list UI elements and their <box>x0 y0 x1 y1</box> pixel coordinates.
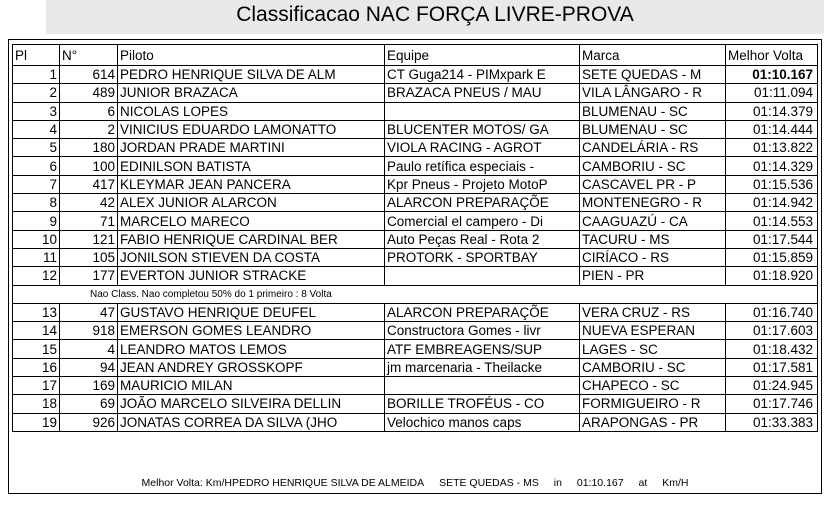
pilot-cell: MAURICIO MILAN <box>118 377 385 395</box>
header-row <box>13 45 818 66</box>
best-lap-cell: 01:14.379 <box>726 102 818 120</box>
number-cell: 417 <box>60 175 118 193</box>
brand-cell: BLUMENAU - SC <box>580 102 726 120</box>
not-classified-note-row <box>13 285 818 303</box>
header-brand: Marca <box>580 45 726 66</box>
pilot-cell: PEDRO HENRIQUE SILVA DE ALM <box>118 66 385 84</box>
team-cell: VIOLA RACING - AGROT <box>385 139 580 157</box>
team-cell: ATF EMBREAGENS/SUP <box>385 340 580 358</box>
best-lap-cell: 01:10.167 <box>726 66 818 84</box>
position-cell: 7 <box>13 175 60 193</box>
team-cell: CT Guga214 - PIMxpark E <box>385 66 580 84</box>
brand-cell: SETE QUEDAS - M <box>580 66 726 84</box>
position-cell: 19 <box>13 413 60 431</box>
position-cell: 8 <box>13 194 60 212</box>
pilot-cell: NICOLAS LOPES <box>118 102 385 120</box>
number-cell: 47 <box>60 303 118 321</box>
team-cell <box>385 267 580 285</box>
table-row <box>13 84 818 102</box>
best-lap-cell: 01:17.544 <box>726 230 818 248</box>
position-cell: 5 <box>13 139 60 157</box>
classified-rows <box>13 66 818 286</box>
brand-cell: CANDELÁRIA - RS <box>580 139 726 157</box>
position-cell: 16 <box>13 358 60 376</box>
pilot-cell: JOÃO MARCELO SILVEIRA DELLIN <box>118 395 385 413</box>
number-cell: 121 <box>60 230 118 248</box>
best-lap-cell: 01:17.746 <box>726 395 818 413</box>
brand-cell: CHAPECO - SC <box>580 377 726 395</box>
brand-cell: ARAPONGAS - PR <box>580 413 726 431</box>
table-row <box>13 157 818 175</box>
best-lap-footer <box>0 477 830 489</box>
best-lap-cell: 01:13.822 <box>726 139 818 157</box>
team-cell: BORILLE TROFÉUS - CO <box>385 395 580 413</box>
number-cell: 180 <box>60 139 118 157</box>
best-lap-cell: 01:33.383 <box>726 413 818 431</box>
table-row <box>13 395 818 413</box>
pilot-cell: VINICIUS EDUARDO LAMONATTO <box>118 120 385 138</box>
team-cell: ALARCON PREPARAÇÕE <box>385 303 580 321</box>
number-cell: 918 <box>60 322 118 340</box>
position-cell: 13 <box>13 303 60 321</box>
table-row <box>13 139 818 157</box>
pilot-cell: GUSTAVO HENRIQUE DEUFEL <box>118 303 385 321</box>
team-cell: ALARCON PREPARAÇÕE <box>385 194 580 212</box>
pilot-cell: FABIO HENRIQUE CARDINAL BER <box>118 230 385 248</box>
team-cell: Constructora Gomes - livr <box>385 322 580 340</box>
pilot-cell: JONATAS CORREA DA SILVA (JHO <box>118 413 385 431</box>
position-cell: 9 <box>13 212 60 230</box>
team-cell: Kpr Pneus - Projeto MotoP <box>385 175 580 193</box>
footer-speed: Km/H <box>662 477 689 489</box>
pilot-cell: KLEYMAR JEAN PANCERA <box>118 175 385 193</box>
number-cell: 100 <box>60 157 118 175</box>
position-cell: 6 <box>13 157 60 175</box>
position-cell: 1 <box>13 66 60 84</box>
position-cell: 11 <box>13 248 60 266</box>
position-cell: 18 <box>13 395 60 413</box>
best-lap-cell: 01:15.859 <box>726 248 818 266</box>
footer-label: Melhor Volta: Km/HPEDRO HENRIQUE SILVA DE ALMEIDA <box>141 477 425 489</box>
number-cell: 177 <box>60 267 118 285</box>
number-cell: 614 <box>60 66 118 84</box>
table-row <box>13 267 818 285</box>
position-cell: 10 <box>13 230 60 248</box>
brand-cell: BLUMENAU - SC <box>580 120 726 138</box>
team-cell: Auto Peças Real - Rota 2 <box>385 230 580 248</box>
pilot-cell: JUNIOR BRAZACA <box>118 84 385 102</box>
pilot-cell: LEANDRO MATOS LEMOS <box>118 340 385 358</box>
brand-cell: PIEN - PR <box>580 267 726 285</box>
position-cell: 14 <box>13 322 60 340</box>
pilot-cell: ALEX JUNIOR ALARCON <box>118 194 385 212</box>
brand-cell: LAGES - SC <box>580 340 726 358</box>
table-row <box>13 212 818 230</box>
number-cell: 2 <box>60 120 118 138</box>
position-cell: 2 <box>13 84 60 102</box>
footer-time: 01:10.167 <box>576 477 624 489</box>
number-cell: 69 <box>60 395 118 413</box>
table-row <box>13 230 818 248</box>
best-lap-cell: 01:17.581 <box>726 358 818 376</box>
brand-cell: CAMBORIU - SC <box>580 358 726 376</box>
position-cell: 3 <box>13 102 60 120</box>
best-lap-cell: 01:18.920 <box>726 267 818 285</box>
team-cell <box>385 377 580 395</box>
table-row <box>13 358 818 376</box>
number-cell: 926 <box>60 413 118 431</box>
brand-cell: FORMIGUEIRO - R <box>580 395 726 413</box>
best-lap-cell: 01:14.329 <box>726 157 818 175</box>
brand-cell: VERA CRUZ - RS <box>580 303 726 321</box>
pilot-cell: JONILSON STIEVEN DA COSTA <box>118 248 385 266</box>
best-lap-cell: 01:14.942 <box>726 194 818 212</box>
brand-cell: CIRÍACO - RS <box>580 248 726 266</box>
number-cell: 169 <box>60 377 118 395</box>
table-row <box>13 413 818 431</box>
best-lap-cell: 01:17.603 <box>726 322 818 340</box>
table-row <box>13 322 818 340</box>
header-team: Equipe <box>385 45 580 66</box>
number-cell: 105 <box>60 248 118 266</box>
brand-cell: TACURU - MS <box>580 230 726 248</box>
table-row <box>13 248 818 266</box>
header-pilot: Piloto <box>118 45 385 66</box>
table-row <box>13 102 818 120</box>
best-lap-cell: 01:16.740 <box>726 303 818 321</box>
position-cell: 17 <box>13 377 60 395</box>
team-cell: Paulo retífica especiais - <box>385 157 580 175</box>
number-cell: 71 <box>60 212 118 230</box>
table-row <box>13 303 818 321</box>
best-lap-cell: 01:18.432 <box>726 340 818 358</box>
team-cell: Comercial el campero - Di <box>385 212 580 230</box>
position-cell: 4 <box>13 120 60 138</box>
not-classified-note: Nao Class. Nao completou 50% do 1 primeiro : 8 Volta <box>13 285 818 303</box>
team-cell: jm marcenaria - Theilacke <box>385 358 580 376</box>
number-cell: 489 <box>60 84 118 102</box>
team-cell: Velochico manos caps <box>385 413 580 431</box>
brand-cell: NUEVA ESPERAN <box>580 322 726 340</box>
pilot-cell: JORDAN PRADE MARTINI <box>118 139 385 157</box>
table-row <box>13 120 818 138</box>
best-lap-cell: 01:14.444 <box>726 120 818 138</box>
page-title: Classificacao NAC FORÇA LIVRE-PROVA <box>236 3 634 26</box>
pilot-cell: EMERSON GOMES LEANDRO <box>118 322 385 340</box>
table-row <box>13 194 818 212</box>
brand-cell: VILA LÂNGARO - R <box>580 84 726 102</box>
number-cell: 94 <box>60 358 118 376</box>
team-cell: BLUCENTER MOTOS/ GA <box>385 120 580 138</box>
brand-cell: CAAGUAZÚ - CA <box>580 212 726 230</box>
unclassified-rows <box>13 303 818 431</box>
table-row <box>13 340 818 358</box>
pilot-cell: EDINILSON BATISTA <box>118 157 385 175</box>
title-bar <box>46 0 824 34</box>
header-best-lap: Melhor Volta <box>726 45 818 66</box>
brand-cell: CASCAVEL PR - P <box>580 175 726 193</box>
pilot-cell: JEAN ANDREY GROSSKOPF <box>118 358 385 376</box>
team-cell: PROTORK - SPORTBAY <box>385 248 580 266</box>
footer-at: at <box>638 477 648 489</box>
team-cell: BRAZACA PNEUS / MAU <box>385 84 580 102</box>
footer-city: SETE QUEDAS - MS <box>439 477 539 489</box>
table-row <box>13 66 818 84</box>
header-position: Pl <box>13 45 60 66</box>
best-lap-cell: 01:14.553 <box>726 212 818 230</box>
position-cell: 12 <box>13 267 60 285</box>
best-lap-cell: 01:15.536 <box>726 175 818 193</box>
team-cell <box>385 102 580 120</box>
brand-cell: CAMBORIU - SC <box>580 157 726 175</box>
header-number: N° <box>60 45 118 66</box>
best-lap-cell: 01:11.094 <box>726 84 818 102</box>
pilot-cell: MARCELO MARECO <box>118 212 385 230</box>
position-cell: 15 <box>13 340 60 358</box>
number-cell: 4 <box>60 340 118 358</box>
results-table <box>12 44 818 432</box>
brand-cell: MONTENEGRO - R <box>580 194 726 212</box>
table-row <box>13 377 818 395</box>
best-lap-cell: 01:24.945 <box>726 377 818 395</box>
pilot-cell: EVERTON JUNIOR STRACKE <box>118 267 385 285</box>
number-cell: 6 <box>60 102 118 120</box>
footer-in: in <box>553 477 562 489</box>
number-cell: 42 <box>60 194 118 212</box>
table-row <box>13 175 818 193</box>
